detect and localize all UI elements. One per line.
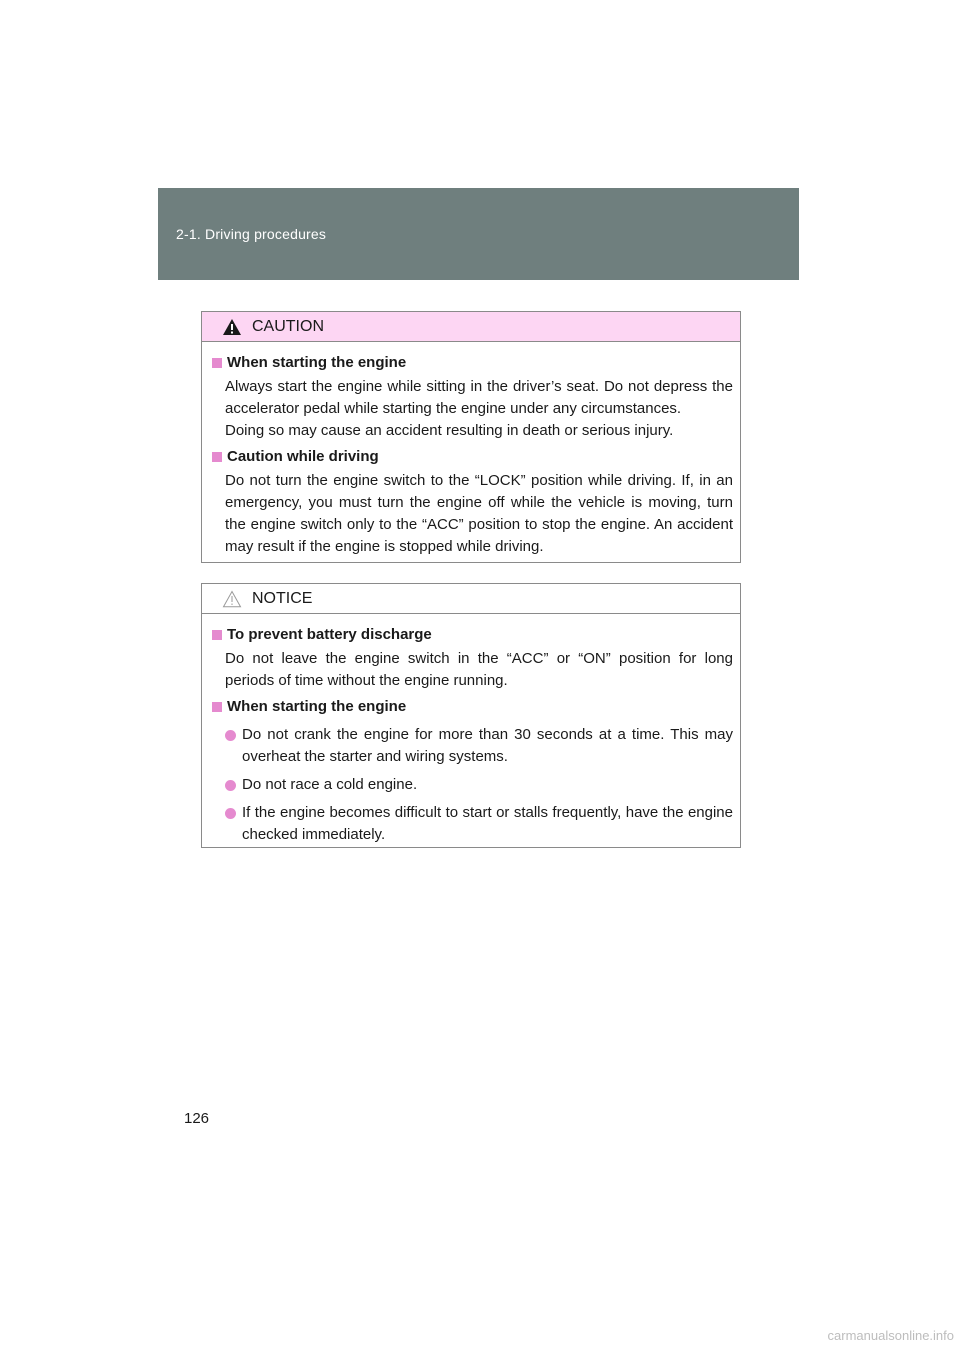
notice-section <box>212 624 733 692</box>
section-heading: When starting the engine <box>227 354 407 371</box>
notice-section <box>212 696 733 846</box>
section-heading: When starting the engine <box>227 698 407 715</box>
section-heading: Caution while driving <box>227 448 379 465</box>
watermark: carmanualsonline.info <box>827 1328 954 1343</box>
page-number: 126 <box>184 1110 210 1127</box>
list-item: If the engine becomes difficult to start or stalls frequently, have the engine checked immediately. <box>212 802 733 846</box>
list-item: Do not race a cold engine. <box>212 774 733 796</box>
circle-bullet-icon <box>225 730 236 741</box>
square-bullet-icon <box>212 358 222 368</box>
caution-box <box>201 311 741 563</box>
square-bullet-icon <box>212 702 222 712</box>
section-text: Do not leave the engine switch in the “ACC” or “ON” position for long periods of time without the engine running. <box>225 650 733 689</box>
section-heading: To prevent battery discharge <box>227 626 432 643</box>
section-title: 2-1. Driving procedures <box>176 226 327 242</box>
section-text: Always start the engine while sitting in the driver’s seat. Do not depress the accelerator pedal while starting the engine under any circumstances. <box>225 378 733 417</box>
caution-section <box>212 446 733 558</box>
list-item: Do not crank the engine for more than 30 seconds at a time. This may overheat the starter and wiring systems. <box>212 724 733 768</box>
warning-filled-icon <box>222 318 242 336</box>
caution-title: CAUTION <box>252 317 324 335</box>
square-bullet-icon <box>212 630 222 640</box>
notice-title: NOTICE <box>252 589 313 607</box>
circle-bullet-icon <box>225 808 236 819</box>
square-bullet-icon <box>212 452 222 462</box>
section-text: Do not turn the engine switch to the “LOCK” position while driving. If, in an emergency, you must turn the engine off while the vehicle is moving, turn the engine switch only to the “ACC” position to stop the engine. An accident may result if the engine is stopped while driving. <box>225 472 733 555</box>
notice-box <box>201 583 741 848</box>
notice-body <box>202 614 740 861</box>
caution-section <box>212 352 733 442</box>
header-bar <box>158 188 799 280</box>
circle-bullet-icon <box>225 780 236 791</box>
caution-header <box>202 312 740 342</box>
warning-outline-icon <box>222 590 242 608</box>
section-text: Doing so may cause an accident resulting in death or serious injury. <box>225 422 674 439</box>
notice-header <box>202 584 740 614</box>
caution-body <box>202 342 740 573</box>
